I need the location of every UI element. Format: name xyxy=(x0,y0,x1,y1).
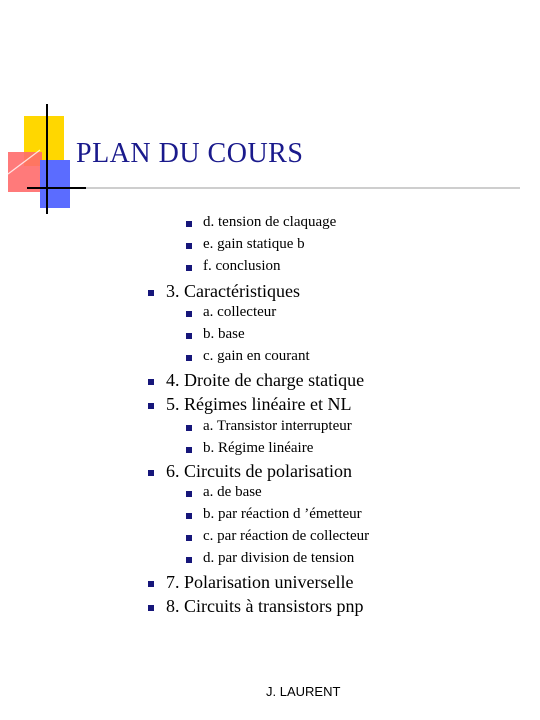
outline-item-text: a. collecteur xyxy=(203,304,277,320)
bullet-square-icon xyxy=(186,491,192,497)
outline-item-text: e. gain statique b xyxy=(203,236,305,252)
bullet-square-icon xyxy=(186,535,192,541)
outline-item-text: f. conclusion xyxy=(203,258,281,274)
footer-author: J. LAURENT xyxy=(266,684,341,699)
outline-item-text: b. par réaction d ’émetteur xyxy=(203,506,362,522)
outline-item-text: c. gain en courant xyxy=(203,348,310,364)
outline-item-text: 7. Polarisation universelle xyxy=(166,572,354,592)
outline-item-text: 8. Circuits à transistors pnp xyxy=(166,596,364,616)
bullet-square-icon xyxy=(148,605,154,611)
outline-item-text: d. par division de tension xyxy=(203,550,355,566)
bullet-square-icon xyxy=(186,311,192,317)
bullet-square-icon xyxy=(148,470,154,476)
bullet-square-icon xyxy=(186,513,192,519)
outline-item-text: b. base xyxy=(203,326,245,342)
bullet-square-icon xyxy=(148,581,154,587)
outline-item-text: c. par réaction de collecteur xyxy=(203,528,370,544)
bullet-square-icon xyxy=(186,355,192,361)
bullet-square-icon xyxy=(186,557,192,563)
outline-item-text: 4. Droite de charge statique xyxy=(166,370,365,390)
bullet-square-icon xyxy=(186,447,192,453)
outline-item-text: 5. Régimes linéaire et NL xyxy=(166,394,352,414)
outline-item-text: 6. Circuits de polarisation xyxy=(166,461,352,481)
bullet-square-icon xyxy=(148,379,154,385)
bullet-square-icon xyxy=(148,290,154,296)
bullet-square-icon xyxy=(186,243,192,249)
bullet-square-icon xyxy=(186,265,192,271)
decor-lines xyxy=(0,0,540,220)
bullet-square-icon xyxy=(148,403,154,409)
slide-title: PLAN DU COURS xyxy=(76,138,304,169)
bullet-square-icon xyxy=(186,333,192,339)
outline-item-text: 3. Caractéristiques xyxy=(166,281,300,301)
outline-item-text: a. de base xyxy=(203,484,262,500)
bullet-square-icon xyxy=(186,425,192,431)
outline-item-text: a. Transistor interrupteur xyxy=(203,418,352,434)
outline-item-text: d. tension de claquage xyxy=(203,214,337,230)
bullet-square-icon xyxy=(186,221,192,227)
outline-item-text: b. Régime linéaire xyxy=(203,440,314,456)
